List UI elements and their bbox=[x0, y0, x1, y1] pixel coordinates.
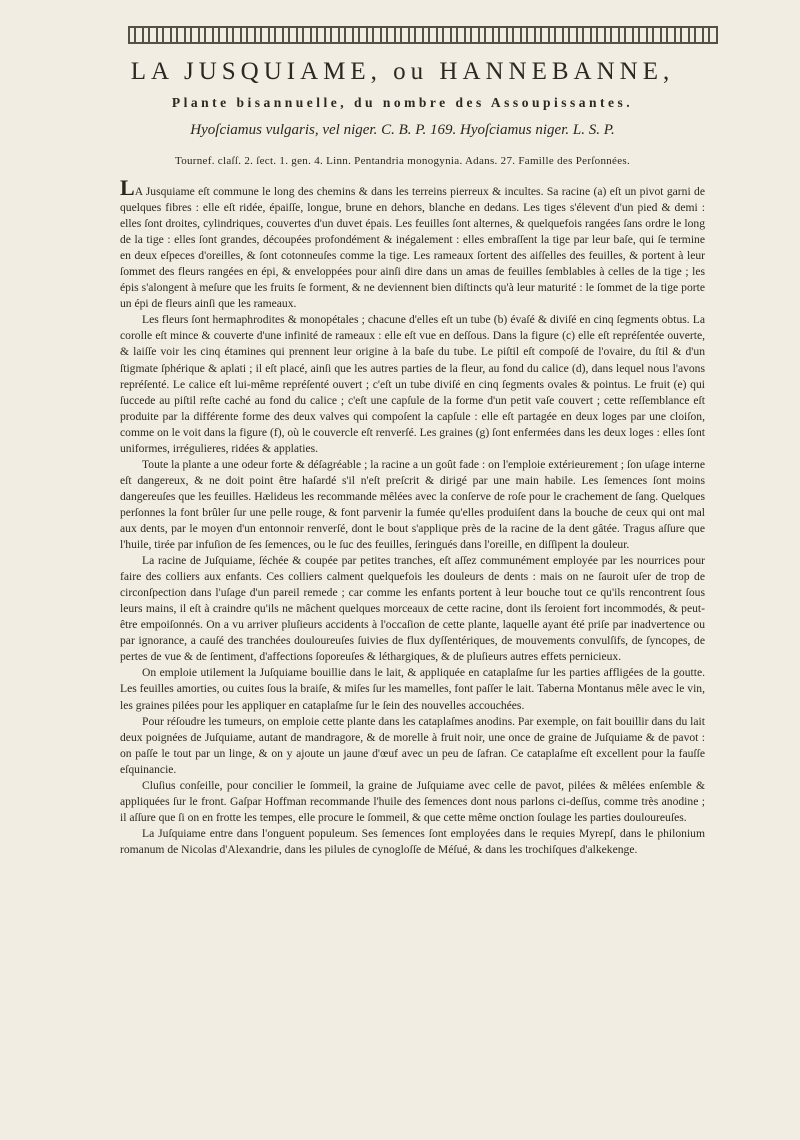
paragraph-text: A Jusquiame eſt commune le long des chemins & dans les terreins pierreux & incultes. Sa racine (a) eſt un pivot garni de quelques fibres : elle eſt ridée, épaiſſe, longue, brune en dehors, blanche en dedans. Les tiges s'élevent d'un pied & demi : elles ſont droites, cylindriques, couvertes d'un duvet épais. Les feuilles ſont alternes, & quelquefois rangées ſans ordre le long de la tige : elles ſont grandes, découpées profondément & inégalement : elles embraſſent la tige par leur baſe, qui ſe termine en deux eſpeces d'oreilles, & ſont cotonneuſes comme la tige. Les rameaux ſortent des aiſſelles des feuilles, & portent à leur ſommet des fleurs rangées en épi, & enveloppées pour ainſi dire dans un amas de feuilles ſemblables à celles de la tige ; les épis s'alongent à meſure que les fruits ſe forment, & ne deviennent bien diſtincts qu'à leur maturité : le ſommet de la tige porte un épi de fleurs ainſi que les rameaux. bbox=[120, 185, 705, 311]
classification-line: Tournef. claſſ. 2. ſect. 1. gen. 4. Linn. Pentandria monogynia. Adans. 27. Famille des Perſonnées. bbox=[174, 155, 631, 167]
paragraph-6: Pour réſoudre les tumeurs, on emploie cette plante dans les cataplaſmes anodins. Par exemple, on fait bouillir dans du lait deux poignées de Juſquiame, autant de mandragore, & de morelle à fruit noir, une once de graine de Juſquiame & de pavot : on paſſe le tout par un linge, & on y ajoute un jaune d'œuf avec un peu de ſafran. Ce cataplaſme eſt excellent pour la fauſſe eſquinancie. bbox=[120, 714, 705, 776]
paragraph-4: La racine de Juſquiame, ſéchée & coupée par petites tranches, eſt aſſez communément employée par les nourrices pour faire des colliers aux enfants. Ces colliers calment quelquefois les douleurs de dents : mais on ne ſauroit uſer de trop de circonſpection dans l'uſage d'un pareil remede ; car comme les enfants portent à leur bouche tout ce qu'ils rencontrent ſous leurs mains, il eſt à craindre qu'ils ne mâchent quelques morceaux de cette racine, dont ils ſeroient fort incommodés, & peut-être empoiſonnés. On a vu arriver pluſieurs accidents à l'occaſion de cette plante, laquelle ayant été priſe par inadvertence ou par ignorance, a cauſé des tranchées douloureuſes ſuivies de flux dyſſentériques, de mouvements convulſifs, de ſyncopes, de pertes de vue & de ſentiment, d'affections ſoporeuſes & léthargiques, & de pluſieurs autres effets pernicieux. bbox=[120, 554, 705, 664]
paragraph-8: La Juſquiame entre dans l'onguent populeum. Ses ſemences ſont employées dans le requies Myrepſ, dans le philonium romanum de Nicolas d'Alexandrie, dans les pilules de cynogloſſe de Méſué, & dans les trochiſques d'alkekenge. bbox=[120, 826, 705, 856]
decorative-header-border bbox=[128, 26, 718, 44]
article-body bbox=[120, 175, 705, 858]
page-subtitle: Plante bisannuelle, du nombre des Assoupissantes. bbox=[171, 95, 634, 110]
botanical-synonyms: Hyoſciamus vulgaris, vel niger. C. B. P. 169. Hyoſciamus niger. L. S. P. bbox=[190, 122, 615, 138]
page-title: LA JUSQUIAME, ou HANNEBANNE, bbox=[130, 58, 675, 85]
paragraph-1 bbox=[120, 175, 705, 312]
paragraph-5: On emploie utilement la Juſquiame bouillie dans le lait, & appliquée en cataplaſme ſur les parties affligées de la goutte. Les feuilles amorties, ou cuites ſous la braiſe, & miſes ſur les mamelles, font paſſer le lait. Taberna Montanus mêle avec le vin, les graines pilées pour les appliquer en cataplaſme ſur le ſein des nouvelles accouchées. bbox=[120, 666, 705, 712]
drop-cap: L bbox=[120, 175, 135, 200]
paragraph-2: Les fleurs ſont hermaphrodites & monopétales ; chacune d'elles eſt un tube (b) évaſé & diviſé en cinq ſegments obtus. La corolle eſt mince & couverte d'une infinité de rameaux : elle eſt vue en deſſous. Dans la figure (c) elle eſt repréſentée ouverte, & laiſſe voir les cinq étamines qui prennent leur origine à la baſe du tube. Le piſtil eſt compoſé de l'ovaire, du ſtil & d'un ſtigmate ſphérique & aplati ; il eſt placé, ainſi que les autres parties de la fleur, au fond du calice (d), dans lequel nous l'avons repréſenté. Le calice eſt lui-même repréſenté ouvert ; c'eſt un tube diviſé en cinq ſegments ovales & pointus. Le fruit (e) qui ſuccede au piſtil reſte caché au fond du calice ; c'eſt une capſule de la forme d'un petit vaſe couvert ; cette reſſemblance eſt produite par la différente forme des deux valves qui compoſent la capſule : elle eſt partagée en deux loges par une cloiſon, comme on le voit dans la figure (f), où le couvercle eſt renverſé. Les graines (g) ſont enfermées dans les deux loges : elles ſont uniformes, irrégulieres, ridées & applaties. bbox=[120, 313, 705, 455]
paragraph-3: Toute la plante a une odeur forte & déſagréable ; la racine a un goût fade : on l'emploie extérieurement ; ſon uſage interne eſt dangereux, & ne doit point être haſardé s'il n'eſt preſcrit & dirigé par une main habile. Les ſemences ſont moins dangereuſes que les feuilles. Hælideus les recommande mêlées avec la conſerve de roſe pour le crachement de ſang. Quelques perſonnes la font brûler ſur une pelle rouge, & font parvenir la fumée qu'elles produiſent dans la bouche de ceux qui ont mal aux dents, par le moyen d'un entonnoir renverſé, dont le bout s'applique près de la racine de la dent gâtée. Tragus aſſure que l'huile, tirée par infuſion de ſes ſemences, ou le ſuc des feuilles, ſeringués dans l'oreille, en diſſipent la douleur. bbox=[120, 457, 705, 552]
paragraph-7: Cluſius conſeille, pour concilier le ſommeil, la graine de Juſquiame avec celle de pavot, pilées & mêlées enſemble & appliquées ſur le front. Gaſpar Hoffman recommande l'huile des ſemences dont nous parlons ci-deſſus, comme très anodine ; il aſſure que ſi on en frotte les tempes, elle procure le ſommeil, & que cette même onction ſoulage les parties douloureuſes. bbox=[120, 778, 705, 824]
